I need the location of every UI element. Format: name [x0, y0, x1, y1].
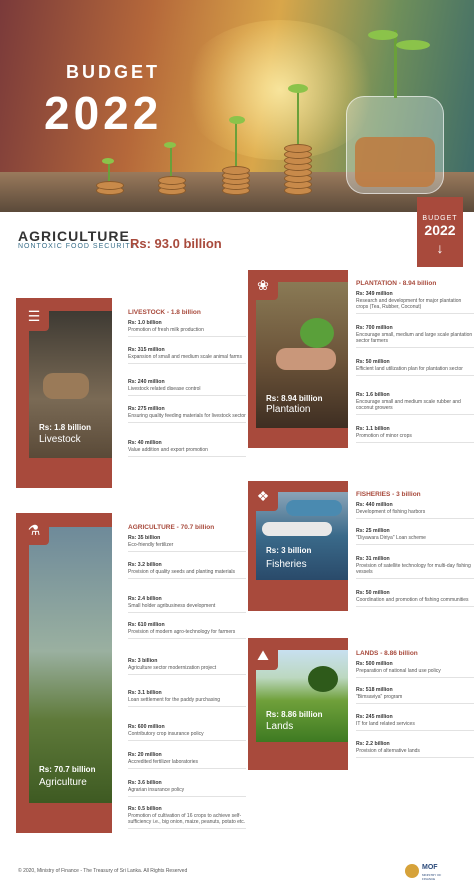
budget-item-value: Rs: 2.2 billion — [356, 741, 390, 747]
budget-item — [356, 325, 474, 348]
lands-photo-amount: Rs: 8.86 billion — [266, 710, 323, 719]
plantation-photo — [256, 282, 348, 428]
fish-icon: ❖ — [248, 481, 278, 511]
budget-item-description: Preparation of national land use policy — [356, 668, 441, 674]
budget-item-value: Rs: 3.2 billion — [128, 562, 162, 568]
agriculture-photo-amount: Rs: 70.7 billion — [39, 765, 96, 774]
budget-item-description: Promotion of fresh milk production — [128, 327, 204, 333]
footer-copyright: © 2020, Ministry of Finance - The Treasury of Sri Lanka. All Rights Reserved — [18, 868, 188, 874]
budget-item-description: Encourage small, medium and large scale plantation sector farmers — [356, 332, 473, 344]
budget-item-value: Rs: 700 million — [356, 325, 393, 331]
budget-item-value: Rs: 0.5 billion — [128, 806, 162, 812]
agriculture-photo-name: Agriculture — [39, 777, 87, 788]
budget-item-description: Expansion of small and medium scale animal farms — [128, 354, 242, 360]
budget-item-description: Promotion of cultivation of 16 crops to achieve self-sufficiency i.e., big onion, maize, peanuts, potato etc. — [128, 813, 246, 825]
budget-item-description: Research and development for major plantation crops (Tea, Rubber, Coconut) — [356, 298, 462, 310]
logo-subtext: MINISTRY OF FINANCE — [422, 873, 442, 881]
budget-item-value: Rs: 518 million — [356, 687, 393, 693]
budget-item-value: Rs: 315 million — [128, 347, 165, 353]
budget-item — [128, 780, 246, 797]
budget-item-description: Livestock related disease control — [128, 386, 201, 392]
budget-item-description: Contributory crop insurance policy — [128, 731, 204, 737]
budget-item-description: Small holder agribusiness development — [128, 603, 216, 609]
budget-item — [128, 440, 246, 457]
budget-item-description: Provision of modern agro-technology for farmers — [128, 629, 236, 635]
section-subtitle: NONTOXIC FOOD SECURITY — [18, 243, 137, 250]
budget-item-value: Rs: 50 million — [356, 590, 390, 596]
budget-item-description: Coordination and promotion of fishing communities — [356, 597, 469, 603]
livestock-photo-name: Livestock — [39, 434, 81, 445]
budget-item-value: Rs: 610 million — [128, 622, 165, 628]
budget-item-description: Accredited fertilizer laboratories — [128, 759, 199, 765]
budget-item-description: Agriculture sector modernization project — [128, 665, 217, 671]
budget-item-description: Value addition and export promotion — [128, 447, 208, 453]
logo-text: MOF — [422, 864, 438, 871]
budget-item — [356, 741, 474, 758]
budget-item — [356, 590, 474, 607]
budget-item — [128, 379, 246, 396]
budget-item — [356, 528, 474, 545]
budget-item-value: Rs: 1.0 billion — [128, 320, 162, 326]
plant-icon: ❀ — [248, 270, 278, 300]
budget-item — [356, 687, 474, 704]
budget-item — [128, 622, 246, 639]
budget-item-value: Rs: 440 million — [356, 502, 393, 508]
livestock-icon: ☰ — [19, 301, 49, 331]
budget-badge — [417, 197, 463, 267]
budget-item — [128, 347, 246, 364]
budget-item-value: Rs: 240 million — [128, 379, 165, 385]
budget-item — [128, 690, 246, 707]
fisheries-photo-amount: Rs: 3 billion — [266, 546, 312, 555]
budget-item — [128, 806, 246, 829]
agriculture-photo — [29, 527, 112, 803]
mof-logo — [405, 864, 453, 880]
budget-item-description: "Bimsaviya" program — [356, 694, 403, 700]
fisheries-photo-name: Fisheries — [266, 559, 307, 570]
plantation-photo-name: Plantation — [266, 404, 311, 415]
budget-item-value: Rs: 35 billion — [128, 535, 161, 541]
coin-jar — [346, 96, 444, 194]
budget-item-description: Provision of alternative lands — [356, 748, 420, 754]
budget-item — [128, 535, 246, 552]
badge-label: BUDGET — [422, 215, 458, 222]
budget-item — [128, 724, 246, 741]
budget-item-description: Efficient land utilization plan for plantation sector — [356, 366, 463, 372]
budget-item — [356, 392, 474, 415]
lands-heading: LANDS - 8.86 billion — [356, 650, 418, 657]
budget-item-value: Rs: 2.4 billion — [128, 596, 162, 602]
section-title: AGRICULTURE — [18, 228, 130, 244]
budget-item-description: Loan settlement for the paddy purchasing — [128, 697, 221, 703]
budget-item-value: Rs: 3.1 billion — [128, 690, 162, 696]
budget-item — [128, 658, 246, 675]
plantation-heading: PLANTATION - 8.94 billion — [356, 280, 437, 287]
budget-item — [356, 714, 474, 731]
fisheries-heading: FISHERIES - 3 billion — [356, 491, 421, 498]
budget-item-description: Eco-friendly fertilizer — [128, 542, 174, 548]
budget-item — [128, 596, 246, 613]
budget-item-description: Provision of quality seeds and planting materials — [128, 569, 236, 575]
budget-item — [356, 556, 474, 579]
livestock-photo-amount: Rs: 1.8 billion — [39, 423, 92, 432]
budget-item-value: Rs: 245 million — [356, 714, 393, 720]
agriculture-heading: AGRICULTURE - 70.7 billion — [128, 524, 215, 531]
badge-year: 2022 — [424, 222, 456, 238]
budget-item-value: Rs: 40 million — [128, 440, 162, 446]
budget-item-value: Rs: 275 million — [128, 406, 165, 412]
budget-item — [356, 426, 474, 443]
down-arrow-icon: ↓ — [436, 240, 444, 256]
budget-item-description: Agrarian insurance policy — [128, 787, 185, 793]
farmer-icon: ⚗ — [19, 515, 49, 545]
budget-item-value: Rs: 500 million — [356, 661, 393, 667]
hero-budget-label: BUDGET — [66, 62, 160, 82]
budget-item-value: Rs: 3.6 billion — [128, 780, 162, 786]
budget-item — [128, 406, 246, 423]
budget-item-description: Encourage small and medium scale rubber and coconut growers — [356, 399, 461, 411]
budget-item — [356, 291, 474, 314]
budget-item-value: Rs: 31 million — [356, 556, 390, 562]
budget-item — [128, 752, 246, 769]
budget-item-value: Rs: 3 billion — [128, 658, 158, 664]
livestock-heading: LIVESTOCK - 1.8 billion — [128, 309, 201, 316]
budget-item-description: IT for land related services — [356, 721, 415, 727]
budget-item — [356, 359, 474, 376]
budget-item-value: Rs: 50 million — [356, 359, 390, 365]
hero-year: 2022 — [44, 87, 163, 139]
budget-item-description: Ensuring quality feeding materials for livestock sector — [128, 413, 246, 419]
budget-item-description: Promotion of minor crops — [356, 433, 412, 439]
budget-item-value: Rs: 1.6 billion — [356, 392, 390, 398]
budget-item-description: "Diyawara Diriya" Loan scheme — [356, 535, 426, 541]
budget-item — [356, 502, 474, 519]
budget-item — [128, 320, 246, 337]
budget-item-value: Rs: 20 million — [128, 752, 162, 758]
budget-item-description: Development of fishing harbors — [356, 509, 426, 515]
budget-item-description: Provision of satellite technology for multi-day fishing vessels — [356, 563, 471, 575]
land-icon: ⛰ — [248, 640, 278, 670]
section-amount: Rs: 93.0 billion — [130, 236, 222, 251]
budget-item-value: Rs: 349 million — [356, 291, 393, 297]
budget-item — [356, 661, 474, 678]
livestock-photo — [29, 311, 112, 458]
plantation-photo-amount: Rs: 8.94 billion — [266, 394, 323, 403]
budget-item-value: Rs: 600 million — [128, 724, 165, 730]
budget-item — [128, 562, 246, 579]
lands-photo-name: Lands — [266, 721, 294, 732]
budget-item-value: Rs: 1.1 billion — [356, 426, 390, 432]
budget-item-value: Rs: 25 million — [356, 528, 390, 534]
